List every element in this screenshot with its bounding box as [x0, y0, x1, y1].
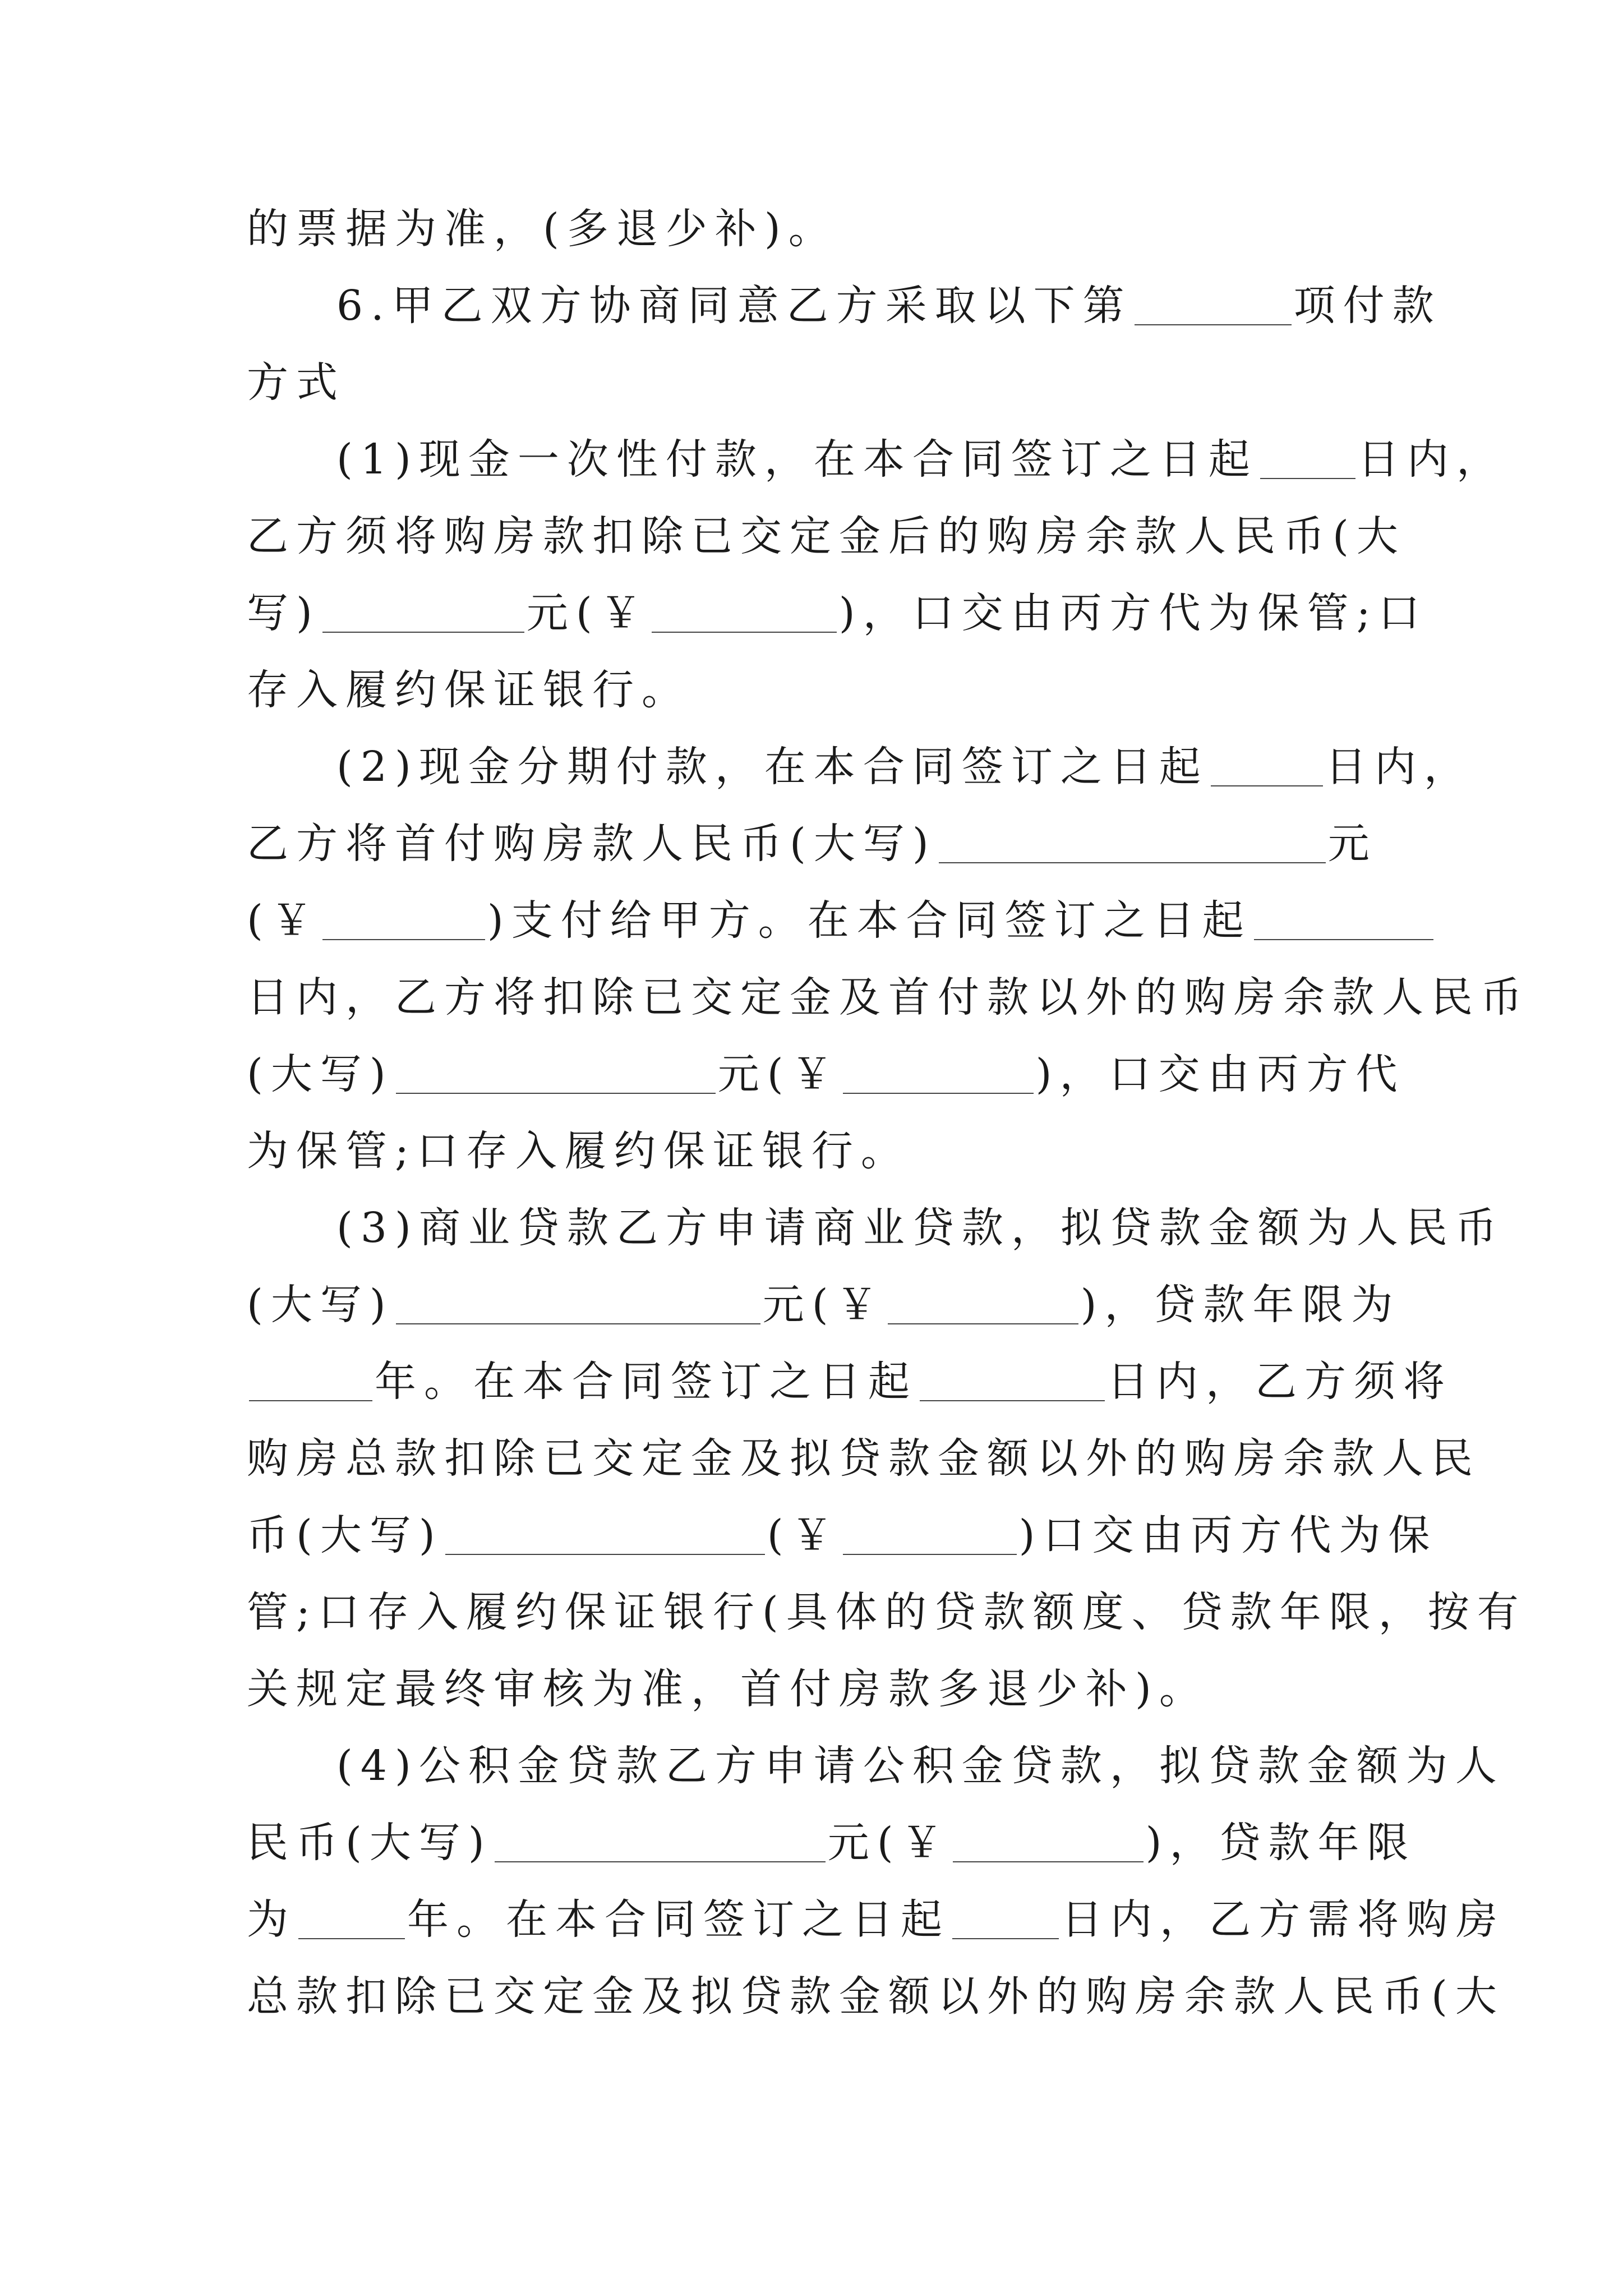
blank-field[interactable]	[953, 1828, 1144, 1862]
text-line: 为保管;口存入履约保证银行。	[247, 1127, 910, 1175]
blank-field[interactable]	[888, 1290, 1078, 1324]
text-line: 总款扣除已交定金及拟贷款金额以外的购房余款人民币(大	[247, 1972, 1505, 2021]
text-line: 写) 元(￥ )，口交由丙方代为保管;口	[247, 589, 1428, 637]
option-3-line: (3)商业贷款乙方申请商业贷款，拟贷款金额为人民币	[336, 1204, 1505, 1252]
text-line: 乙方将首付购房款人民币(大写) 元	[247, 820, 1377, 868]
blank-field[interactable]	[1135, 291, 1292, 325]
text-line: 为 年。在本合同签订之日起 日内，乙方需将购房	[247, 1895, 1505, 1944]
blank-field[interactable]	[396, 1059, 716, 1094]
blank-field[interactable]	[920, 1366, 1105, 1401]
text-line: 管;口存入履约保证银行(具体的贷款额度、贷款年限，按有	[247, 1588, 1527, 1636]
text-line: 年。在本合同签订之日起 日内，乙方须将	[247, 1343, 1391, 1420]
blank-field[interactable]	[298, 1904, 405, 1939]
text-line: 关规定最终审核为准，首付房款多退少补)。	[247, 1665, 1209, 1713]
text-line: 方式	[247, 358, 345, 407]
blank-field[interactable]	[843, 1059, 1034, 1094]
text-line: 日内，乙方将扣除已交定金及首付款以外的购房余款人民币	[247, 973, 1530, 1022]
blank-field[interactable]	[952, 1904, 1059, 1939]
blank-field[interactable]	[249, 1366, 372, 1401]
text-line: (￥ )支付给甲方。在本合同签订之日起	[247, 882, 1391, 959]
blank-field[interactable]	[1254, 905, 1433, 940]
clause-6-line: 6.甲乙双方协商同意乙方采取以下第 项付款	[336, 282, 1442, 330]
text-line: 民币(大写) 元(￥ )，贷款年限	[247, 1819, 1417, 1867]
text-line: 的票据为准，(多退少补)。	[247, 205, 838, 253]
text-line: (大写) 元(￥ )，口交由丙方代	[247, 1050, 1405, 1098]
blank-field[interactable]	[652, 598, 837, 633]
text-line: (大写) 元(￥ )，贷款年限为	[247, 1281, 1401, 1329]
option-2-line: (2)现金分期付款，在本合同签订之日起 日内，	[336, 743, 1473, 791]
blank-field[interactable]	[322, 598, 524, 633]
text-line: 币(大写) (￥ )口交由丙方代为保	[247, 1511, 1438, 1559]
blank-field[interactable]	[322, 905, 485, 940]
blank-field[interactable]	[939, 829, 1326, 863]
contract-body	[247, 191, 1530, 2035]
blank-field[interactable]	[1260, 444, 1355, 479]
blank-field[interactable]	[396, 1290, 760, 1324]
blank-field[interactable]	[843, 1520, 1017, 1555]
option-1-line: (1)现金一次性付款，在本合同签订之日起 日内，	[336, 435, 1506, 484]
blank-field[interactable]	[495, 1828, 826, 1862]
option-4-line: (4)公积金贷款乙方申请公积金贷款，拟贷款金额为人	[336, 1742, 1505, 1790]
blank-field[interactable]	[445, 1520, 765, 1555]
blank-field[interactable]	[1211, 752, 1323, 786]
text-line: 购房总款扣除已交定金及拟贷款金额以外的购房余款人民	[247, 1434, 1481, 1483]
text-line: 乙方须将购房款扣除已交定金后的购房余款人民币(大	[247, 512, 1406, 560]
text-line: 存入履约保证银行。	[247, 666, 691, 714]
